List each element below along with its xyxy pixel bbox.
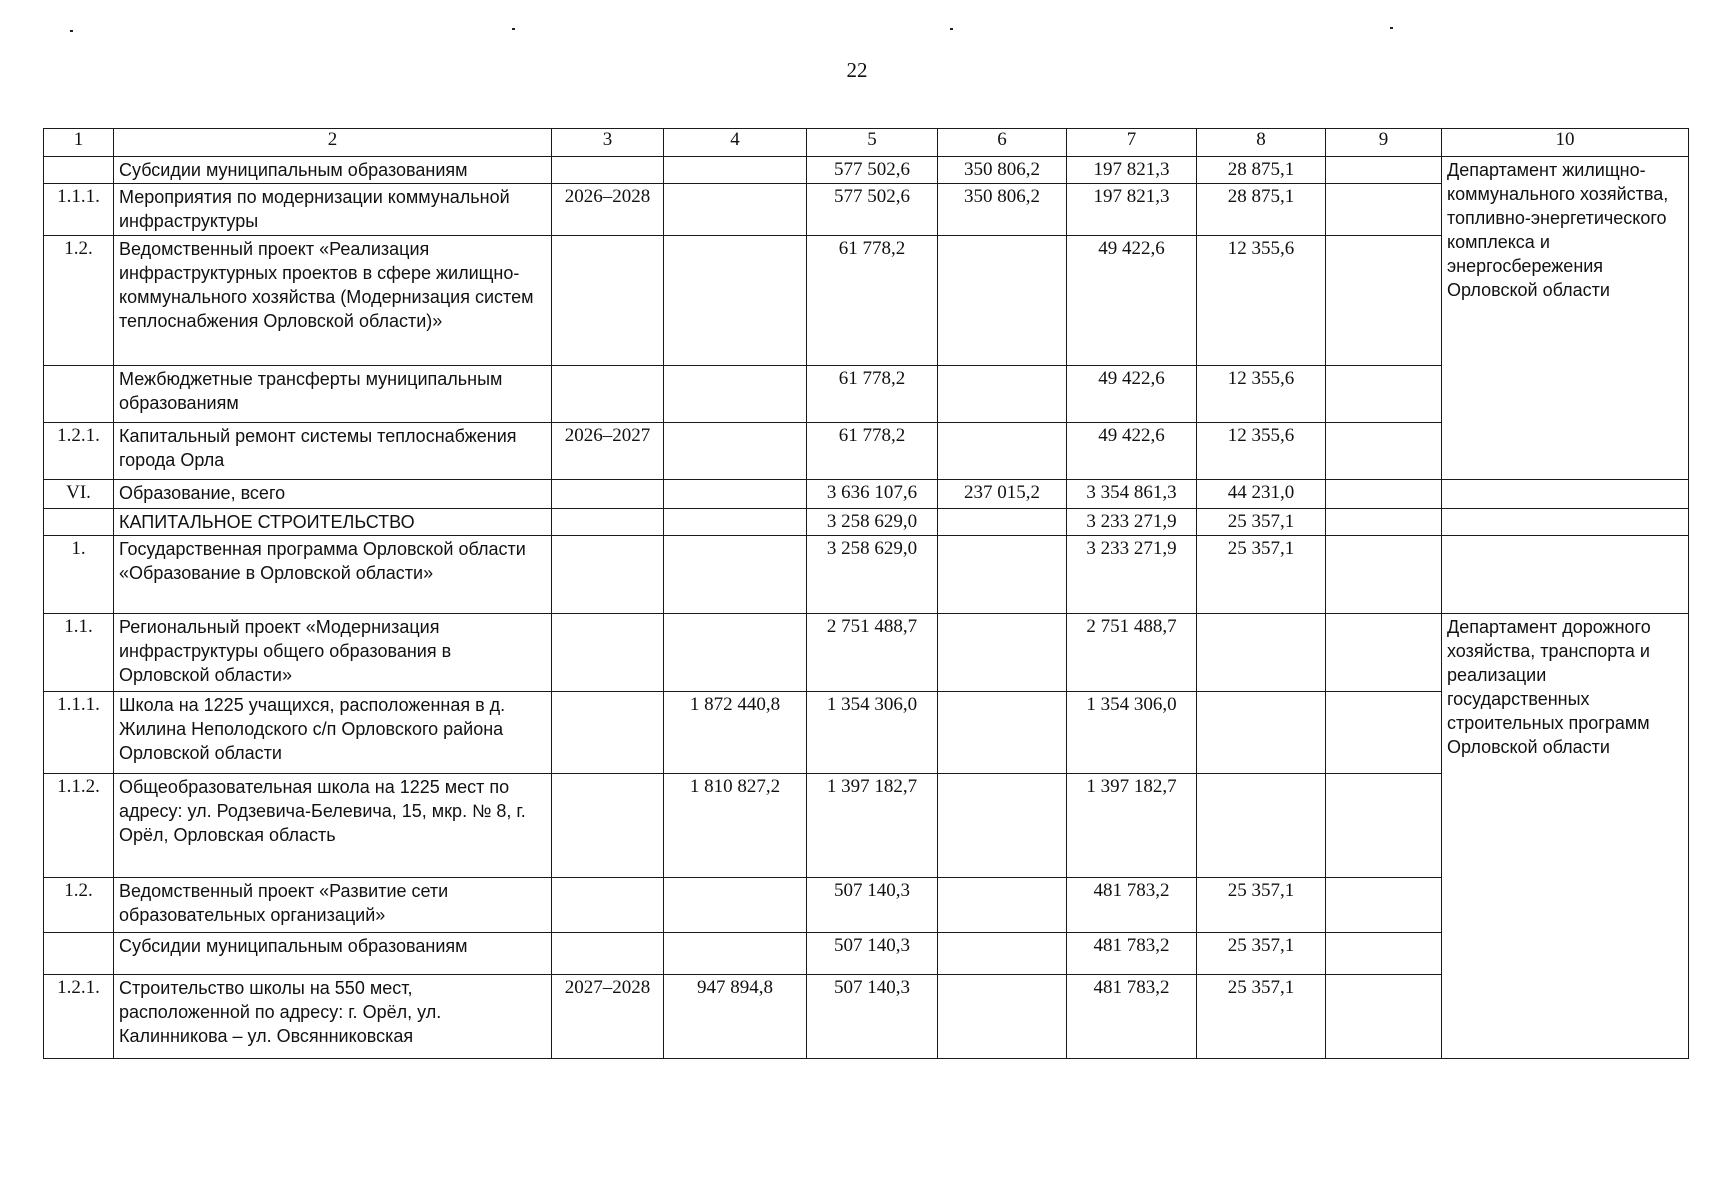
row-federal [938,236,1067,366]
row-municipal: 12 355,6 [1197,423,1326,480]
row-federal [938,692,1067,774]
row-federal [938,366,1067,423]
row-period: 2026–2027 [552,423,664,480]
row-period: 2026–2028 [552,184,664,236]
row-regional: 3 233 271,9 [1067,509,1197,536]
column-header: 6 [938,129,1067,157]
row-other [1326,509,1442,536]
column-header: 7 [1067,129,1197,157]
row-cost [664,423,807,480]
column-number-row [44,129,1689,157]
scan-speck [950,28,953,30]
row-index: 1. [44,536,114,614]
row-other [1326,878,1442,933]
row-period [552,878,664,933]
row-other [1326,236,1442,366]
row-other [1326,184,1442,236]
row-federal [938,614,1067,692]
row-municipal [1197,614,1326,692]
row-period [552,236,664,366]
row-other [1326,423,1442,480]
row-cost [664,878,807,933]
row-municipal: 12 355,6 [1197,236,1326,366]
row-municipal: 28 875,1 [1197,157,1326,184]
row-name: Капитальный ремонт системы теплоснабжения города Орла [114,423,552,480]
row-name: Школа на 1225 учащихся, расположенная в д. Жилина Неполодского с/п Орловского района Орловской области [114,692,552,774]
column-header: 5 [807,129,938,157]
row-federal [938,975,1067,1059]
row-name: Государственная программа Орловской области «Образование в Орловской области» [114,536,552,614]
row-cost [664,509,807,536]
row-index: 1.2. [44,878,114,933]
row-index [44,366,114,423]
row-regional: 481 783,2 [1067,933,1197,975]
row-federal [938,509,1067,536]
row-total: 507 140,3 [807,933,938,975]
row-name: Межбюджетные трансферты муниципальным образованиям [114,366,552,423]
row-federal: 237 015,2 [938,480,1067,509]
row-name: Общеобразовательная школа на 1225 мест по адресу: ул. Родзевича-Белевича, 15, мкр. № 8, г. Орёл, Орловская область [114,774,552,878]
page-number: 22 [846,58,868,82]
scan-speck [512,28,515,30]
row-period [552,157,664,184]
row-total: 577 502,6 [807,184,938,236]
row-cost [664,366,807,423]
row-period [552,366,664,423]
row-total: 61 778,2 [807,366,938,423]
row-period [552,614,664,692]
row-name: Ведомственный проект «Развитие сети образовательных организаций» [114,878,552,933]
row-period: 2027–2028 [552,975,664,1059]
table-row [44,157,1689,184]
column-header: 10 [1442,129,1689,157]
row-municipal: 25 357,1 [1197,975,1326,1059]
responsible-department: Департамент жилищно-коммунального хозяйства, топливно-энергетического комплекса и энергосбережения Орловской области [1442,157,1689,480]
row-name: Субсидии муниципальным образованиям [114,157,552,184]
row-total: 3 258 629,0 [807,536,938,614]
row-total: 577 502,6 [807,157,938,184]
row-period [552,509,664,536]
row-index: 1.1.1. [44,184,114,236]
row-other [1326,975,1442,1059]
column-header: 9 [1326,129,1442,157]
row-name: Мероприятия по модернизации коммунальной инфраструктуры [114,184,552,236]
row-regional: 3 233 271,9 [1067,536,1197,614]
row-total: 2 751 488,7 [807,614,938,692]
row-period [552,692,664,774]
row-other [1326,157,1442,184]
row-total: 507 140,3 [807,878,938,933]
row-municipal: 44 231,0 [1197,480,1326,509]
row-regional: 49 422,6 [1067,366,1197,423]
column-header: 2 [114,129,552,157]
column-header: 4 [664,129,807,157]
row-municipal: 25 357,1 [1197,933,1326,975]
row-department [1442,509,1689,536]
row-name: Ведомственный проект «Реализация инфраструктурных проектов в сфере жилищно-коммунального хозяйства (Модернизация систем теплоснабжения Орловской области)» [114,236,552,366]
row-federal [938,536,1067,614]
scan-speck [70,30,73,32]
row-other [1326,536,1442,614]
row-regional: 49 422,6 [1067,236,1197,366]
column-header: 3 [552,129,664,157]
row-index: 1.1.1. [44,692,114,774]
row-period [552,536,664,614]
row-index: 1.1. [44,614,114,692]
row-municipal: 25 357,1 [1197,509,1326,536]
row-name: КАПИТАЛЬНОЕ СТРОИТЕЛЬСТВО [114,509,552,536]
row-cost: 1 872 440,8 [664,692,807,774]
row-other [1326,614,1442,692]
row-regional: 197 821,3 [1067,157,1197,184]
row-total: 507 140,3 [807,975,938,1059]
row-municipal: 28 875,1 [1197,184,1326,236]
row-cost: 1 810 827,2 [664,774,807,878]
row-other [1326,692,1442,774]
row-regional: 481 783,2 [1067,878,1197,933]
row-department [1442,536,1689,614]
row-index: VI. [44,480,114,509]
scan-speck [1390,27,1393,29]
row-name: Субсидии муниципальным образованиям [114,933,552,975]
row-federal [938,933,1067,975]
row-other [1326,774,1442,878]
row-index: 1.2. [44,236,114,366]
row-index [44,157,114,184]
row-total: 1 354 306,0 [807,692,938,774]
row-cost [664,536,807,614]
row-index: 1.2.1. [44,975,114,1059]
row-period [552,480,664,509]
table-row [44,536,1689,614]
row-period [552,774,664,878]
row-period [552,933,664,975]
row-federal [938,774,1067,878]
row-federal: 350 806,2 [938,157,1067,184]
row-department [1442,480,1689,509]
table-row [44,614,1689,692]
row-regional: 2 751 488,7 [1067,614,1197,692]
budget-table [43,128,1689,1059]
row-federal [938,423,1067,480]
row-index [44,933,114,975]
column-header: 1 [44,129,114,157]
row-cost [664,480,807,509]
row-regional: 1 354 306,0 [1067,692,1197,774]
row-cost: 947 894,8 [664,975,807,1059]
row-index: 1.1.2. [44,774,114,878]
row-cost [664,157,807,184]
row-cost [664,933,807,975]
row-municipal: 25 357,1 [1197,536,1326,614]
row-municipal: 12 355,6 [1197,366,1326,423]
row-name: Региональный проект «Модернизация инфраструктуры общего образования в Орловской области» [114,614,552,692]
row-total: 3 258 629,0 [807,509,938,536]
row-total: 3 636 107,6 [807,480,938,509]
row-other [1326,366,1442,423]
row-name: Строительство школы на 550 мест, расположенной по адресу: г. Орёл, ул. Калинникова – ул. Овсянниковская [114,975,552,1059]
row-regional: 1 397 182,7 [1067,774,1197,878]
table-row [44,509,1689,536]
row-regional: 3 354 861,3 [1067,480,1197,509]
row-cost [664,184,807,236]
row-total: 61 778,2 [807,236,938,366]
row-cost [664,614,807,692]
row-other [1326,480,1442,509]
table-row [44,480,1689,509]
row-name: Образование, всего [114,480,552,509]
row-federal: 350 806,2 [938,184,1067,236]
row-municipal: 25 357,1 [1197,878,1326,933]
row-regional: 481 783,2 [1067,975,1197,1059]
row-index: 1.2.1. [44,423,114,480]
column-header: 8 [1197,129,1326,157]
row-index [44,509,114,536]
row-regional: 49 422,6 [1067,423,1197,480]
row-total: 61 778,2 [807,423,938,480]
row-other [1326,933,1442,975]
row-municipal [1197,774,1326,878]
row-regional: 197 821,3 [1067,184,1197,236]
row-total: 1 397 182,7 [807,774,938,878]
row-federal [938,878,1067,933]
row-cost [664,236,807,366]
responsible-department: Департамент дорожного хозяйства, транспорта и реализации государственных строительных программ Орловской области [1442,614,1689,1059]
row-municipal [1197,692,1326,774]
